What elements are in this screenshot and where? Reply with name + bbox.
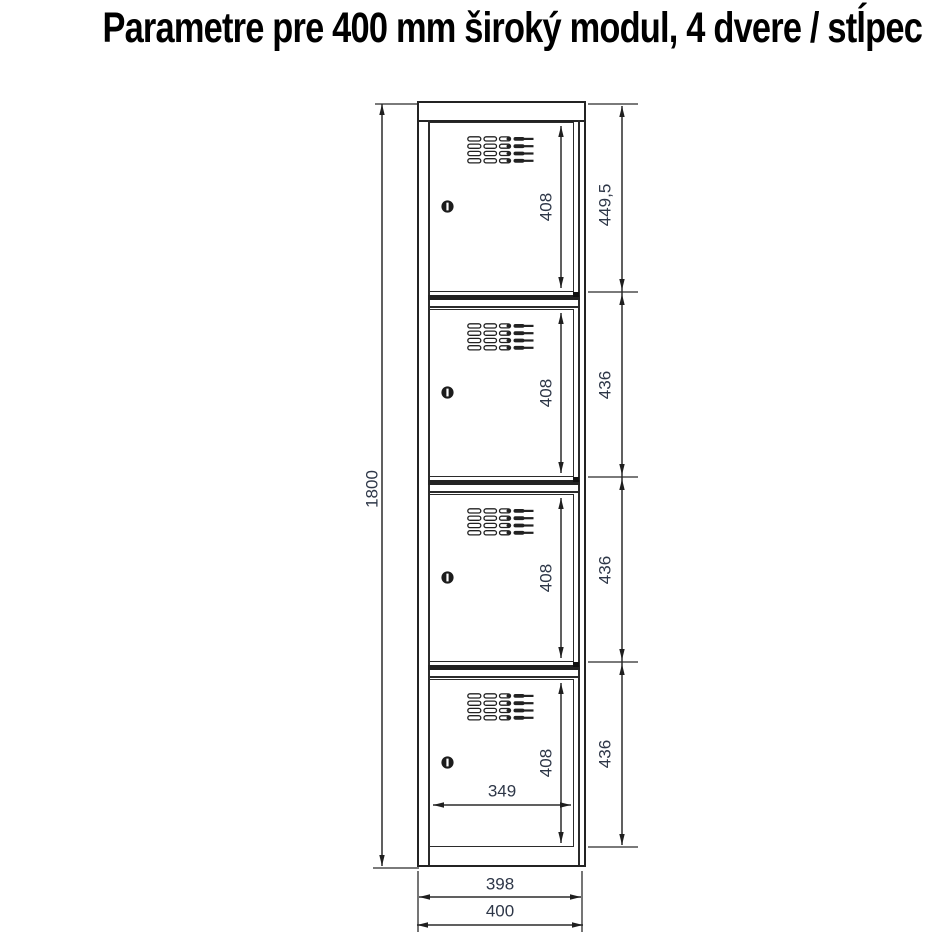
lock-icon: [441, 571, 454, 584]
dim-door-3-height: 408: [536, 563, 556, 593]
vent-grille-icon: [467, 136, 535, 164]
dim-overall-width: 400: [485, 901, 515, 921]
dim-inner-width: 349: [487, 781, 517, 801]
lock-icon: [441, 200, 454, 213]
dim-overall-height: 1800: [362, 470, 382, 508]
cabinet-top-panel: [419, 103, 584, 122]
locker-cabinet: [417, 101, 586, 867]
vent-grille-icon: [467, 693, 535, 721]
dim-body-width: 398: [485, 874, 515, 894]
shelf-divider-2: [428, 477, 580, 494]
dim-door-4-height: 408: [536, 748, 556, 778]
vent-grille-icon: [467, 323, 535, 351]
dim-compartment-1-height: 449,5: [595, 183, 615, 227]
page-title: Parametre pre 400 mm široký modul, 4 dvere / stĺpec: [102, 4, 923, 52]
shelf-divider-1: [428, 292, 580, 309]
dim-door-1-height: 408: [536, 192, 556, 222]
shelf-divider-3: [428, 662, 580, 679]
title-bar: [0, 4, 945, 53]
dim-door-2-height: 408: [536, 378, 556, 408]
vent-grille-icon: [467, 508, 535, 536]
dim-compartment-2-height: 436: [595, 370, 615, 400]
lock-icon: [441, 756, 454, 769]
dim-compartment-4-height: 436: [595, 739, 615, 769]
dim-compartment-3-height: 436: [595, 555, 615, 585]
lock-icon: [441, 386, 454, 399]
